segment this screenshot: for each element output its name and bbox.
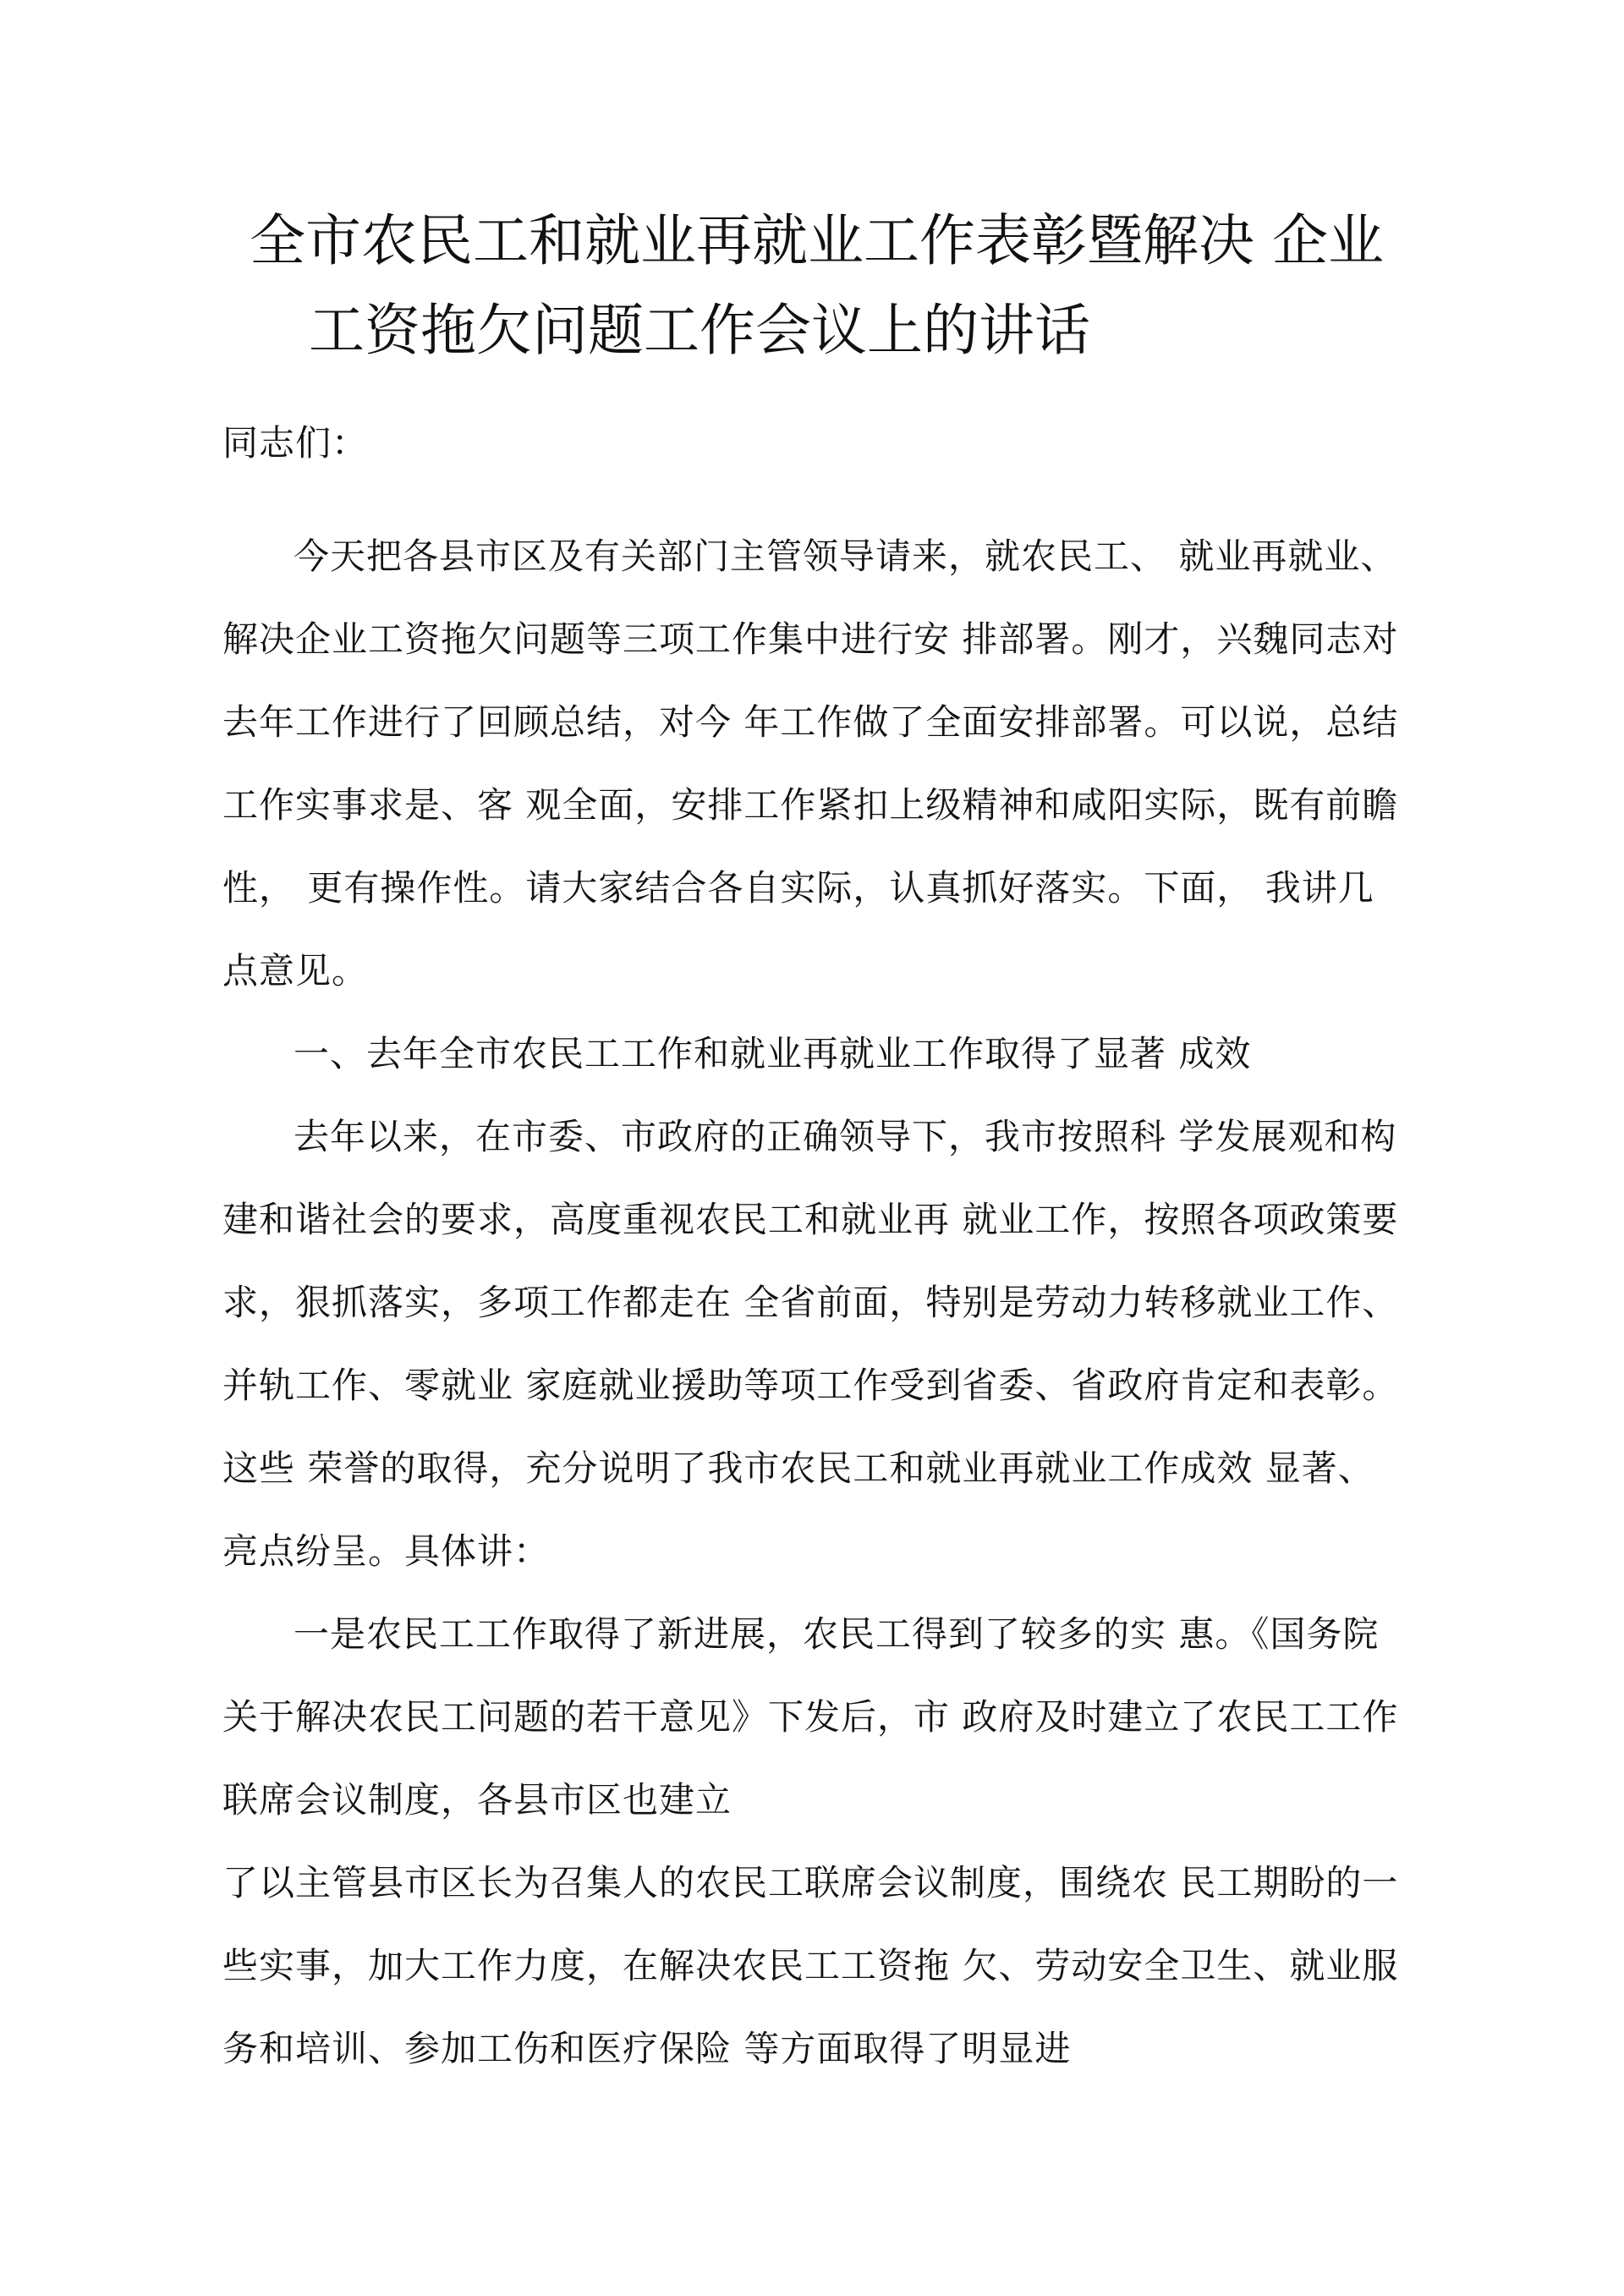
paragraph-achievements: 去年以来，在市委、市政府的正确领导下，我市按照科 学发展观和构建和谐社会的要求，高度重视农民工和就业再 就业工作，按照各项政策要求，狠抓落实，多项工作都走在 全省前面，特别是劳动力转移就业工作、并轨工作、零就业 家庭就业援助等项工作受到省委、省政府肯定和表彰。这些 荣誉的取得，充分说明了我市农民工和就业再就业工作成效 显著、亮点纷呈。具体讲：	[222, 1116, 1399, 1572]
paragraph-migrant-workers: 一是农民工工作取得了新进展，农民工得到了较多的实 惠。《国务院关于解决农民工问题的若干意见》下发后，市 政府及时建立了农民工工作联席会议制度，各县市区也建立	[222, 1613, 1399, 1821]
title-line-1: 全市农民工和就业再就业工作表彰暨解决 企业	[250, 208, 1384, 273]
salutation: 同志们：	[222, 422, 369, 464]
section-heading-1: 一、去年全市农民工工作和就业再就业工作取得了显著 成效	[294, 1033, 1252, 1074]
paragraph-opening: 今天把各县市区及有关部门主管领导请来，就农民工、 就业再就业、解决企业工资拖欠问题等三项工作集中进行安 排部署。刚才，兴魏同志对去年工作进行了回顾总结，对今 年工作做了全面安排部署。可以说，总结工作实事求是、客 观全面，安排工作紧扣上级精神和咸阳实际，既有前瞻性， 更有操作性。请大家结合各自实际，认真抓好落实。下面， 我讲几点意见。	[222, 536, 1399, 991]
title-line-2: 工资拖欠问题工作会议上的讲话	[309, 298, 1090, 363]
paragraph-continuation: 了以主管县市区长为召集人的农民工联席会议制度，围绕农 民工期盼的一些实事，加大工作力度，在解决农民工工资拖 欠、劳动安全卫生、就业服务和培训、参加工伤和医疗保险 等方面取得了明显进	[222, 1862, 1399, 2069]
document-title	[211, 196, 1455, 376]
document-body	[222, 402, 1407, 2090]
